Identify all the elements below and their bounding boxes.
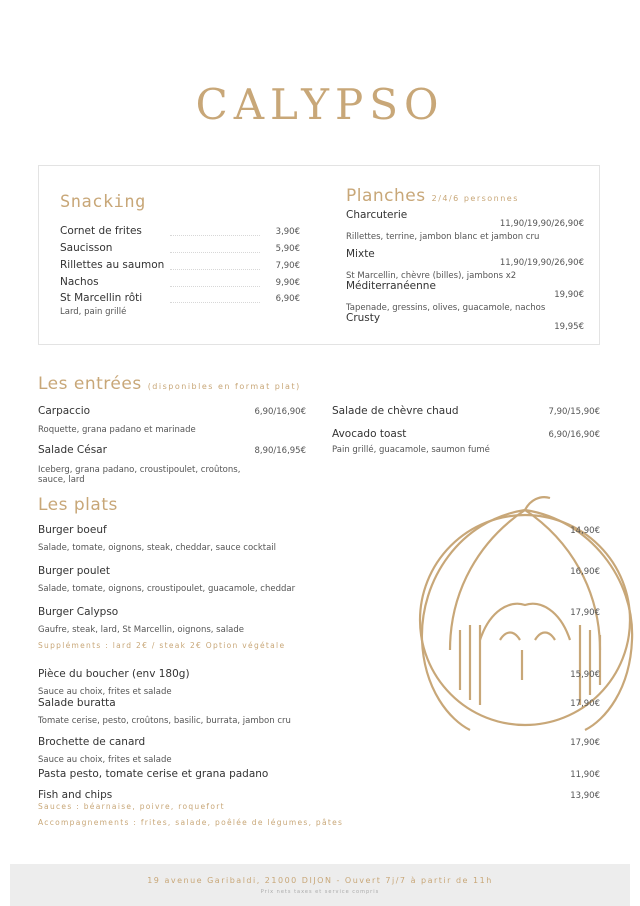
menu-item-name: Fish and chips: [38, 789, 113, 801]
entrees-title-text: Les entrées: [38, 374, 142, 394]
sauces-note: Sauces : béarnaise, poivre, roquefort: [38, 802, 225, 811]
menu-item-price: 5,90€: [275, 244, 300, 254]
menu-item-name: Avocado toast: [332, 428, 407, 440]
menu-item-name: Burger Calypso: [38, 606, 119, 618]
menu-item-name: Salade de chèvre chaud: [332, 405, 459, 417]
menu-item-name: Carpaccio: [38, 405, 91, 417]
woman-face-illustration: [410, 490, 640, 740]
menu-item-description: Sauce au choix, frites et salade: [38, 687, 172, 697]
menu-item-name: Cornet de frites: [60, 225, 142, 237]
menu-item-price: 13,90€: [570, 791, 600, 801]
menu-item-price: 17,90€: [570, 738, 600, 748]
planches-title: [346, 186, 519, 206]
menu-item-description: St Marcellin, chèvre (billes), jambons x2: [346, 271, 517, 281]
menu-item-description: Salade, tomate, oignons, steak, cheddar, sauce cocktail: [38, 543, 277, 553]
menu-item-price: 19,90€: [554, 290, 584, 300]
menu-item-description: Tapenade, gressins, olives, guacamole, nachos: [346, 303, 546, 313]
menu-item-name: Burger poulet: [38, 565, 111, 577]
menu-item-name: St Marcellin rôti: [60, 292, 143, 304]
menu-item-price: 9,90€: [275, 278, 300, 288]
restaurant-logo-title: CALYPSO: [195, 80, 445, 129]
menu-item-price: 17,90€: [570, 699, 600, 709]
planches-subtitle: 2/4/6 personnes: [431, 194, 519, 203]
menu-item-name: Crusty: [346, 312, 381, 324]
menu-item-description: Sauce au choix, frites et salade: [38, 755, 172, 765]
menu-item-description: Tomate cerise, pesto, croûtons, basilic, burrata, jambon cru: [38, 716, 291, 726]
menu-item-description: Roquette, grana padano et marinade: [38, 425, 196, 435]
menu-item-description: Lard, pain grillé: [60, 307, 127, 317]
menu-item-name: Mixte: [346, 248, 375, 260]
menu-item-price: 7,90/15,90€: [548, 407, 600, 417]
menu-item-price: 17,90€: [570, 608, 600, 618]
entrees-title: [38, 374, 301, 394]
footer-note: Prix nets taxes et service compris: [260, 889, 380, 895]
supplements-note: Suppléments : lard 2€ / steak 2€ Option végétale: [38, 641, 286, 650]
menu-item-price: 14,90€: [570, 526, 600, 536]
accompagnements-note: Accompagnements : frites, salade, poêlée de légumes, pâtes: [38, 818, 344, 827]
menu-item-price: 7,90€: [275, 261, 300, 271]
menu-item-price: 16,90€: [570, 567, 600, 577]
menu-item-price: 8,90/16,95€: [254, 446, 306, 456]
menu-item-price: 11,90/19,90/26,90€: [499, 219, 584, 229]
menu-item-name: Salade buratta: [38, 697, 116, 709]
menu-item-name: Nachos: [60, 276, 99, 288]
menu-item-price: 6,90€: [275, 294, 300, 304]
plats-title: Les plats: [38, 495, 118, 515]
menu-item-name: Burger boeuf: [38, 524, 107, 536]
menu-item-description: Salade, tomate, oignons, croustipoulet, guacamole, cheddar: [38, 584, 296, 594]
menu-item-price: 11,90€: [570, 770, 600, 780]
menu-item-description: Rillettes, terrine, jambon blanc et jambon cru: [346, 232, 540, 242]
menu-item-price: 6,90/16,90€: [254, 407, 306, 417]
menu-item-description: Pain grillé, guacamole, saumon fumé: [332, 445, 490, 455]
footer-bar: [10, 864, 630, 906]
snacking-title: Snacking: [60, 192, 146, 212]
menu-item-name: Saucisson: [60, 242, 113, 254]
menu-item-price: 19,95€: [554, 322, 584, 332]
menu-item-name: Méditerranéenne: [346, 280, 436, 292]
menu-item-price: 11,90/19,90/26,90€: [499, 258, 584, 268]
entrees-subtitle: (disponibles en format plat): [147, 382, 301, 391]
menu-item-name: Salade César: [38, 444, 107, 456]
menu-item-name: Charcuterie: [346, 209, 408, 221]
menu-item-price: 6,90/16,90€: [548, 430, 600, 440]
menu-item-name: Rillettes au saumon: [60, 259, 165, 271]
menu-item-price: 15,90€: [570, 670, 600, 680]
menu-item-price: 3,90€: [275, 227, 300, 237]
menu-item-description: Gaufre, steak, lard, St Marcellin, oignons, salade: [38, 625, 245, 635]
menu-item-description: Iceberg, grana padano, croustipoulet, croûtons, sauce, lard: [38, 465, 241, 485]
menu-item-name: Brochette de canard: [38, 736, 146, 748]
planches-title-text: Planches: [346, 186, 426, 206]
menu-item-name: Pièce du boucher (env 180g): [38, 668, 190, 680]
menu-item-name: Pasta pesto, tomate cerise et grana padano: [38, 768, 269, 780]
footer-address: 19 avenue Garibaldi, 21000 DIJON - Ouvert 7j/7 à partir de 11h: [147, 876, 493, 885]
